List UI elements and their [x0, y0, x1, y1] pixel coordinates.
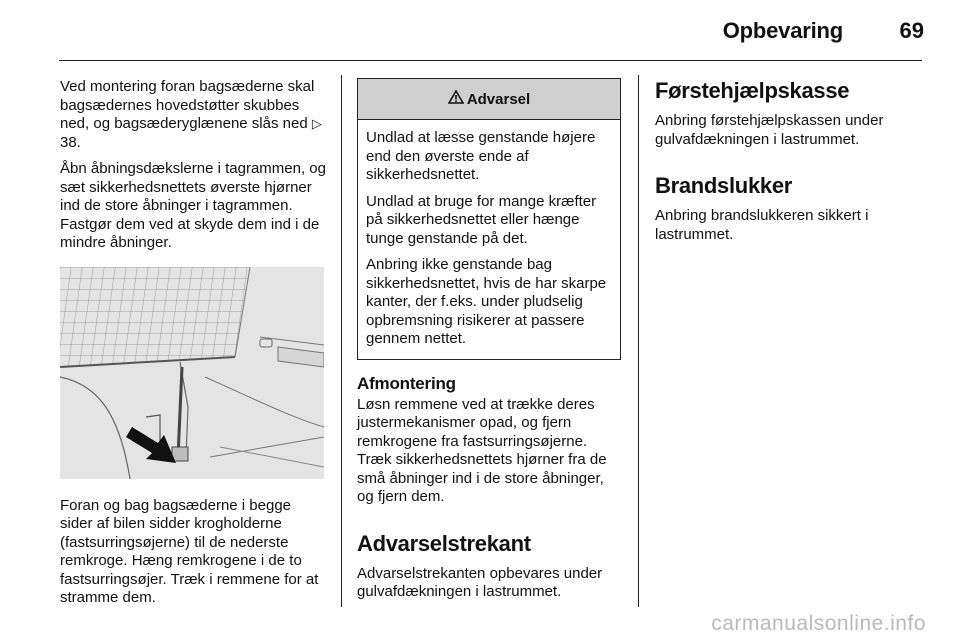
column-divider-left	[341, 75, 342, 607]
page-title: Opbevaring	[722, 18, 843, 43]
header-rule	[59, 60, 922, 61]
safety-net-illustration	[60, 267, 324, 479]
column-divider-right	[638, 75, 639, 607]
advarselstrekant-heading: Advarselstrekant	[357, 530, 531, 556]
brandslukker-text: Anbring brandslukkeren sikkert i lastrummet.	[655, 207, 869, 243]
afmontering-text: Løsn remmene ved at trække deres justermekanismer opad, og fjern remkrogene fra fastsurringsøjerne. Træk sikkerhedsnettets hjørner fra de små åbninger ind i de store åbninger, og fjern dem.	[357, 395, 607, 505]
warning-paragraph: Anbring ikke genstande bag sikkerhedsnettet, hvis de har skarpe kanter, der f.eks. under pludselig opbremsning risikerer at passere gennem nettet.	[366, 256, 607, 347]
column-3	[655, 78, 923, 252]
warning-box	[357, 78, 621, 360]
page-number: 69	[899, 18, 924, 43]
page-reference[interactable]: 38.	[60, 133, 81, 151]
forstehjaelp-heading: Førstehjælpskasse	[655, 78, 850, 103]
warning-paragraph: Undlad at læsse genstande højere end den øverste ende af sikkerhedsnettet.	[366, 129, 596, 183]
forstehjaelp-text: Anbring førstehjælpskassen under gulvafdækningen i lastrummet.	[655, 112, 884, 148]
afmontering-heading: Afmontering	[357, 373, 456, 393]
mounting-front-paragraph: Ved montering foran bagsæderne skal bagsædernes hovedstøtter skubbes ned, og bagsæderyglænene slås ned ▷ 38.	[60, 78, 322, 151]
column-1	[60, 78, 326, 616]
warning-title: Advarsel	[466, 90, 531, 108]
page-reference-icon: ▷	[311, 116, 322, 131]
brandslukker-heading: Brandslukker	[655, 173, 793, 198]
hooks-paragraph: Foran og bag bagsæderne i begge sider af bilen sidder krogholderne (fastsurringsøjerne) til de nederste remkroge. Hæng remkrogene i de to fastsurringsøjer. Træk i remmene for at stramme dem.	[60, 496, 319, 606]
warning-header	[358, 79, 620, 120]
warning-triangle-icon	[448, 90, 464, 108]
roof-openings-paragraph: Åbn åbningsdækslerne i tagrammen, og sæt sikkerhedsnettets øverste hjørner ind de store åbninger i tagrammen. Fastgør dem ved at skyde dem ind i de mindre åbninger.	[60, 160, 326, 251]
advarselstrekant-text: Advarselstrekanten opbevares under gulvafdækningen i lastrummet.	[357, 564, 603, 600]
page-header	[0, 0, 960, 62]
column-2	[357, 78, 622, 610]
watermark: carmanualsonline.info	[711, 612, 926, 635]
warning-body	[358, 120, 620, 359]
warning-paragraph: Undlad at bruge for mange kræfter på sikkerhedsnettet eller hænge tunge genstande på det.	[366, 192, 597, 247]
